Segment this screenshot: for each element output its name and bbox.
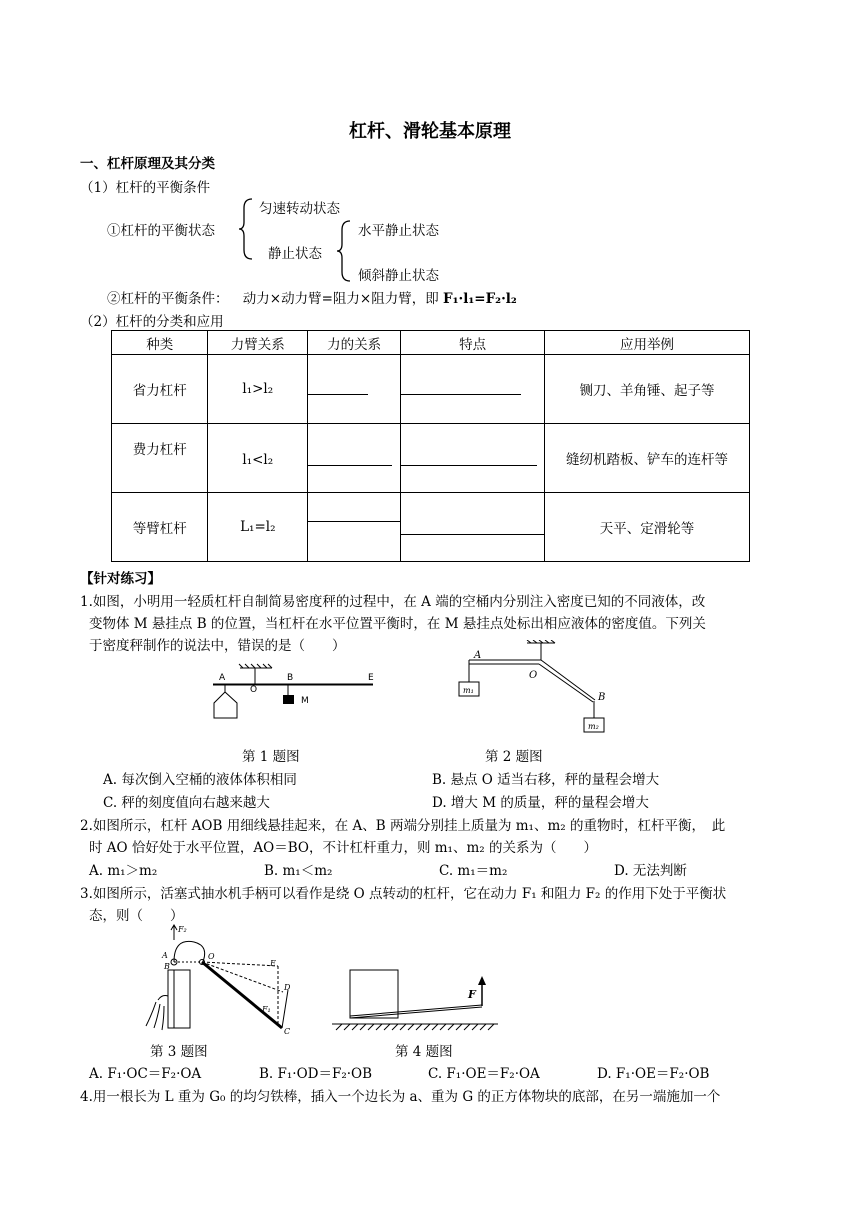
lever-type: 等臂杠杆 [112,493,208,562]
q2-line1: 2.如图所示，杠杆 AOB 用细线悬挂起来，在 A、B 两端分别挂上质量为 m₁、m₂ 的重物时，杠杆平衡， 此 [80,818,726,834]
lever-arm-relation: L₁=l₂ [208,493,308,562]
force-relation-blank [308,355,401,424]
fig1-label-e: E [368,673,374,683]
section-heading: 一、杠杆原理及其分类 [80,156,215,172]
subheading-classification: （2）杠杆的分类和应用 [80,314,224,330]
table-row [112,355,750,424]
q3-option-b: B. F₁·OD＝F₂·OB [259,1066,373,1082]
q1-line3: 于密度秤制作的说法中，错误的是（ ） [89,638,346,654]
fig3-label-b: B [164,962,170,971]
q4-line1: 4.用一根长为 L 重为 G₀ 的均匀铁棒，插入一个边长为 a、重为 G 的正方体物块的底部，在另一端施加一个 [80,1089,721,1105]
force-relation-blank [308,424,401,493]
feature-blank [401,493,545,562]
lever-table [111,330,750,562]
lever-type-label: 费力杠杆 [132,442,187,458]
feature-blank [401,424,545,493]
subheading-balance: （1）杠杆的平衡条件 [80,180,211,196]
fig1-label-m: M [301,696,309,706]
q2-option-d: D. 无法判断 [614,863,687,879]
feature-blank [401,355,545,424]
fig1-density-scale-diagram [205,660,385,725]
state-horizontal: 水平静止状态 [358,223,439,239]
q3-line1: 3.如图所示，活塞式抽水机手柄可以看作是绕 O 点转动的杠杆，它在动力 F₁ 和阻力 F₂ 的作用下处于平衡状 [80,886,727,902]
q1-option-d: D. 增大 M 的质量，秤的量程会增大 [432,795,649,811]
condition-line [107,287,517,307]
lever-example: 铡刀、羊角锤、起子等 [545,355,750,424]
lever-arm-relation: l₁>l₂ [208,355,308,424]
table-row [112,493,750,562]
fig3-water-pump-diagram [136,922,296,1037]
lever-example: 天平、定滑轮等 [545,493,750,562]
brace-outer-icon [238,198,254,260]
q1-option-b: B. 悬点 O 适当右移，秤的量程会增大 [432,772,660,788]
q1-option-a: A. 每次倒入空桶的液体体积相同 [103,772,297,788]
force-relation-blank [308,493,401,562]
state-static: 静止状态 [268,246,322,262]
table-row [112,424,750,493]
condition-text: 动力×动力臂=阻力×阻力臂，即 [242,291,439,307]
fig1-label-b: B [287,673,294,683]
fig3-label-f1: F₁ [262,1005,271,1014]
condition-formula: F₁·l₁=F₂·l₂ [443,291,517,307]
fig2-label-m2: m₂ [588,722,599,731]
fig3-label-o: O [208,952,215,961]
table-header: 种类 [112,331,208,355]
q1-line2: 变物体 M 悬挂点 B 的位置，当杠杆在水平位置平衡时，在 M 悬挂点处标出相应液体的密度值。下列关 [89,616,706,632]
state-tilted: 倾斜静止状态 [358,268,439,284]
q1-option-c: C. 秤的刻度值向右越来越大 [103,795,270,811]
table-header: 力臂关系 [208,331,308,355]
fig2-caption: 第 2 题图 [485,749,543,765]
fig3-label-f2: F₂ [178,925,187,934]
table-header: 应用举例 [545,331,750,355]
q2-line2: 时 AO 恰好处于水平位置，AO＝BO，不计杠杆重力，则 m₁、m₂ 的关系为（ ） [89,840,597,856]
table-header: 特点 [401,331,545,355]
fig2-label-a: A [474,650,482,661]
q1-line1: 1.如图，小明用一轻质杠杆自制简易密度秤的过程中，在 A 端的空桶内分别注入密度已知的不同液体，改 [80,594,706,610]
fig1-label-a: A [219,673,226,683]
fig1-label-o: O [250,685,258,695]
lever-example: 缝纫机踏板、铲车的连杆等 [545,424,750,493]
fig4-cube-lever-diagram [328,952,508,1037]
q3-option-d: D. F₁·OE＝F₂·OB [597,1066,710,1082]
page-title: 杠杆、滑轮基本原理 [349,121,511,142]
fig4-caption: 第 4 题图 [395,1044,453,1060]
fig2-label-o: O [529,670,538,681]
fig3-caption: 第 3 题图 [150,1044,208,1060]
table-header: 力的关系 [308,331,401,355]
lever-arm-relation [208,424,308,493]
condition-label: ②杠杆的平衡条件： [107,291,229,307]
fig2-bent-lever-diagram [455,640,615,740]
fig2-label-b: B [598,692,606,703]
fig3-label-e: E [270,959,276,968]
lever-arm-label: l₁<l₂ [242,452,274,468]
fig4-label-f: F [468,988,476,1001]
lever-type [112,424,208,493]
fig3-label-d: D [284,983,291,992]
fig3-label-c: C [284,1027,291,1036]
brace-inner-icon [336,220,352,282]
practice-heading: 【针对练习】 [80,571,161,587]
fig3-label-a: A [162,951,168,960]
q3-option-c: C. F₁·OE＝F₂·OA [428,1066,540,1082]
q3-line2: 态，则（ ） [89,908,184,924]
q2-option-c: C. m₁＝m₂ [439,863,508,879]
fig1-caption: 第 1 题图 [242,749,300,765]
q3-option-a: A. F₁·OC＝F₂·OA [89,1066,202,1082]
table-header-row [112,331,750,355]
lever-type: 省力杠杆 [112,355,208,424]
q2-option-a: A. m₁＞m₂ [89,863,158,879]
state-label: ①杠杆的平衡状态 [107,223,215,239]
fig2-label-m1: m₁ [463,686,474,695]
q2-option-b: B. m₁＜m₂ [264,863,333,879]
state-uniform: 匀速转动状态 [259,201,340,217]
